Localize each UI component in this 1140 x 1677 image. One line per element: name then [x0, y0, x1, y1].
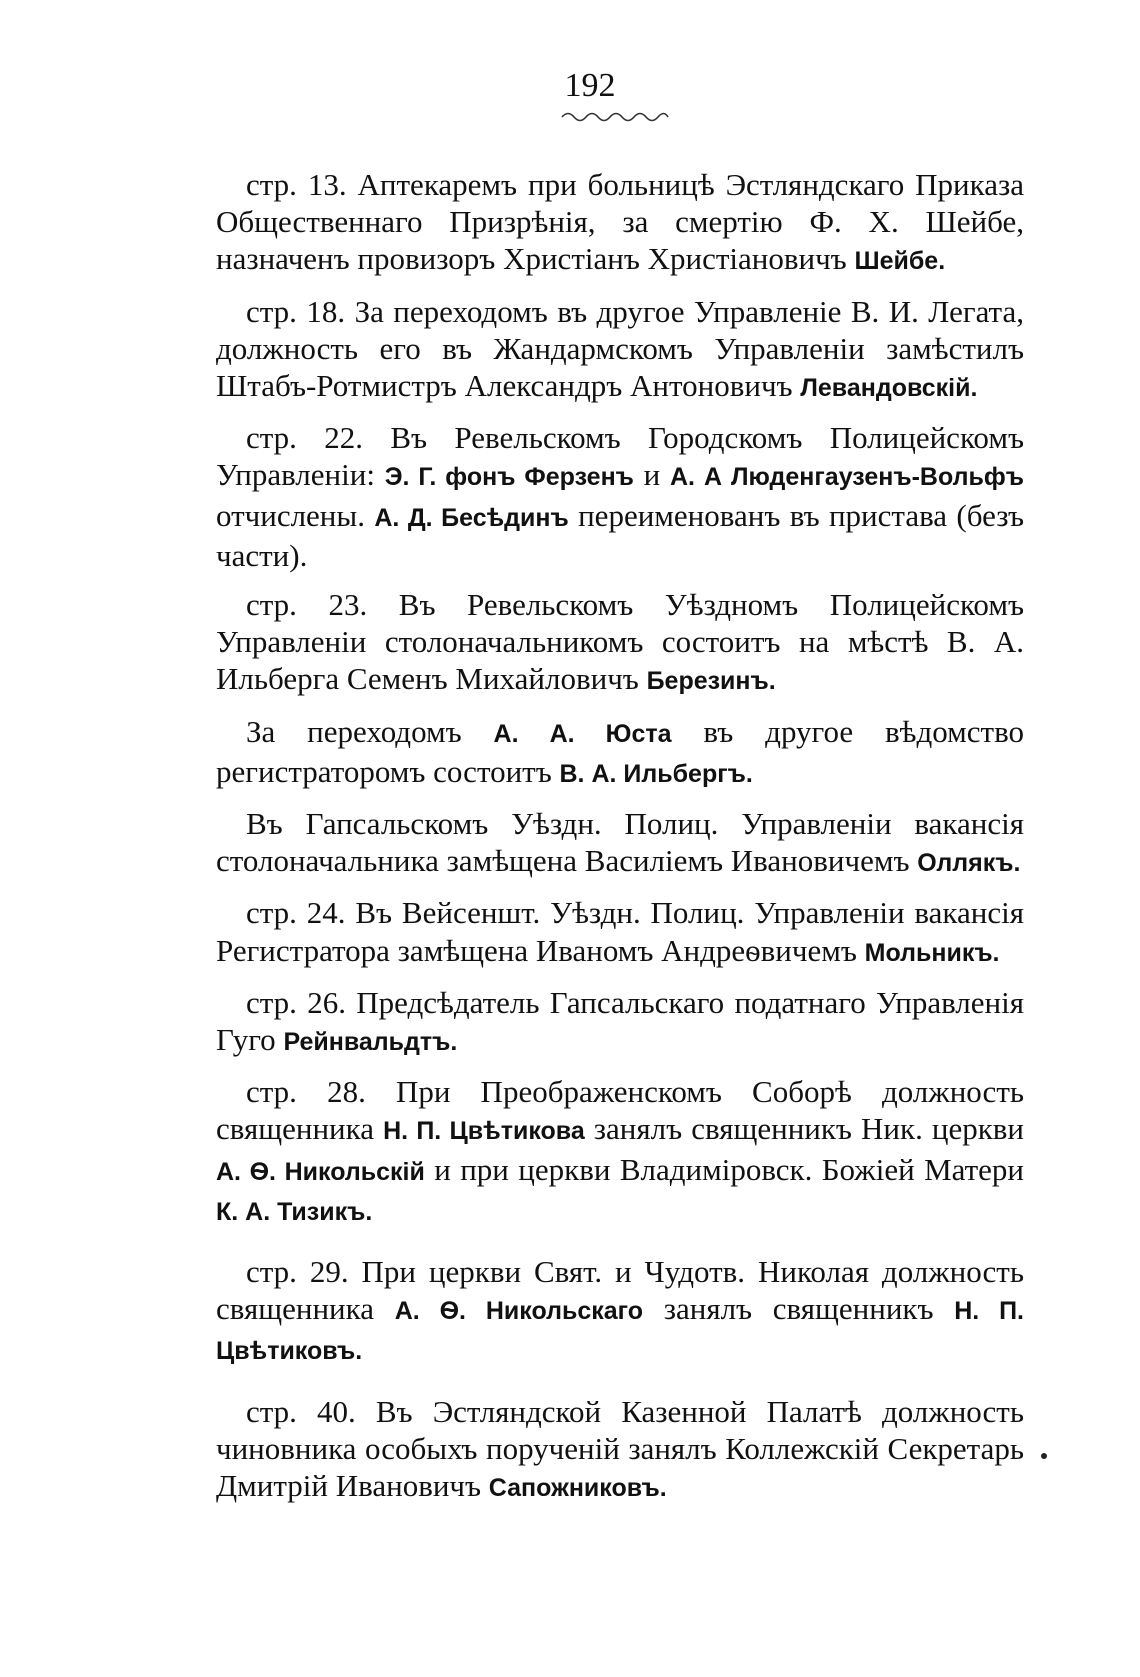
entry-text: стр. 29. При церкви Свят. и Чудотв. Николая должность священника — [216, 1254, 1024, 1327]
entry-name: А. Ѳ. Никольскій — [216, 1157, 425, 1186]
entry — [216, 805, 1024, 882]
entry-name: Э. Г. фонъ Ферзенъ — [384, 463, 634, 492]
entry-text: занялъ священникъ Ник. церкви — [584, 1111, 1025, 1147]
entry-text: и при церкви Владиміровск. Божіей Матери — [424, 1151, 1024, 1187]
entry-text: стр. 18. За переходомъ въ другое Управленіе В. И. Легата, должность его въ Жандармскомъ Управленіи замѣстилъ Штабъ-Ротмистръ Александръ Антоновичъ — [216, 293, 1024, 404]
entry-text: и — [633, 457, 670, 493]
page-number: 192 — [564, 67, 616, 104]
entry — [216, 984, 1024, 1061]
entry-text: переименованъ въ пристава (безъ части). — [216, 497, 1024, 573]
entry — [216, 1073, 1024, 1231]
entry — [216, 293, 1024, 408]
entry — [216, 894, 1024, 971]
entry-text: Въ Гапсальскомъ Уѣздн. Полиц. Управленіи вакансія столоначальника замѣщена Василіемъ Ивановичемъ — [216, 806, 1024, 879]
entry — [216, 586, 1024, 701]
entry-text: стр. 28. При Преображенскомъ Соборѣ должность священника — [216, 1074, 1024, 1147]
entry-name: В. А. Ильбергъ. — [559, 759, 753, 788]
entry-name: А. А Люденгаузенъ-Вольфъ — [670, 463, 1024, 492]
entry-name: А. А. Юста — [493, 719, 672, 748]
entry-text: въ другое вѣдомство регистраторомъ состоитъ — [216, 713, 1025, 789]
entry-text: занялъ священникъ — [643, 1291, 955, 1327]
entry-text: За переходомъ — [246, 713, 494, 749]
entry-name: Рейнвальдтъ. — [283, 1028, 458, 1057]
entry-text: стр. 24. Въ Вейсеншт. Уѣздн. Полиц. Управленіи вакансія Регистратора замѣщена Иваномъ Андреѳвичемъ — [216, 895, 1024, 968]
entry — [216, 166, 1024, 281]
entry-name: Н. П. Цвѣтикова — [383, 1117, 585, 1146]
entry — [216, 713, 1024, 793]
entry-name: А. Ѳ. Никольскаго — [394, 1297, 644, 1326]
entry-name: Березинъ. — [646, 667, 776, 696]
entry — [216, 1393, 1024, 1508]
entry-name: Н. П. Цвѣтиковъ. — [216, 1297, 1024, 1366]
entry-text: стр. 22. Въ Ревельскомъ Городскомъ Полицейскомъ Управленіи: — [216, 420, 1024, 493]
entry-text: стр. 26. Предсѣдатель Гапсальскаго податнаго Управленія Гуго — [216, 984, 1024, 1058]
entry-text: стр. 23. Въ Ревельскомъ Уѣздномъ Полицейскомъ Управленіи столоначальникомъ состоитъ на мѣстѣ В. А. Ильберга Семенъ Михайловичъ — [216, 587, 1024, 697]
entry-text: стр. 40. Въ Эстляндской Казенной Палатѣ должность чиновника особыхъ порученій занялъ Коллежскій Секретарь Дмитрій Ивановичъ — [216, 1393, 1024, 1504]
decorative-flourish — [560, 108, 670, 122]
entry-text: стр. 13. Аптекаремъ при больницѣ Эстляндскаго Приказа Общественнаго Призрѣнія, за смертію Ф. Х. Шейбе, назначенъ провизоръ Христіанъ Христіановичъ — [216, 167, 1024, 277]
entry-name: А. Д. Бесѣдинъ — [374, 503, 569, 532]
ink-dot — [1041, 1453, 1047, 1459]
entry-name: Левандовскій. — [800, 374, 978, 403]
entry-name: Шейбе. — [854, 247, 946, 276]
entry — [216, 419, 1024, 574]
entry-name: Мольникъ. — [864, 938, 1000, 967]
entry-text: отчислены. — [216, 497, 375, 533]
entry — [216, 1253, 1024, 1371]
entry-name: Сапожниковъ. — [488, 1474, 667, 1503]
entry-name: Оллякъ. — [917, 849, 1021, 878]
entry-name: К. А. Тизикъ. — [216, 1197, 373, 1226]
entries-list — [216, 166, 1024, 1519]
